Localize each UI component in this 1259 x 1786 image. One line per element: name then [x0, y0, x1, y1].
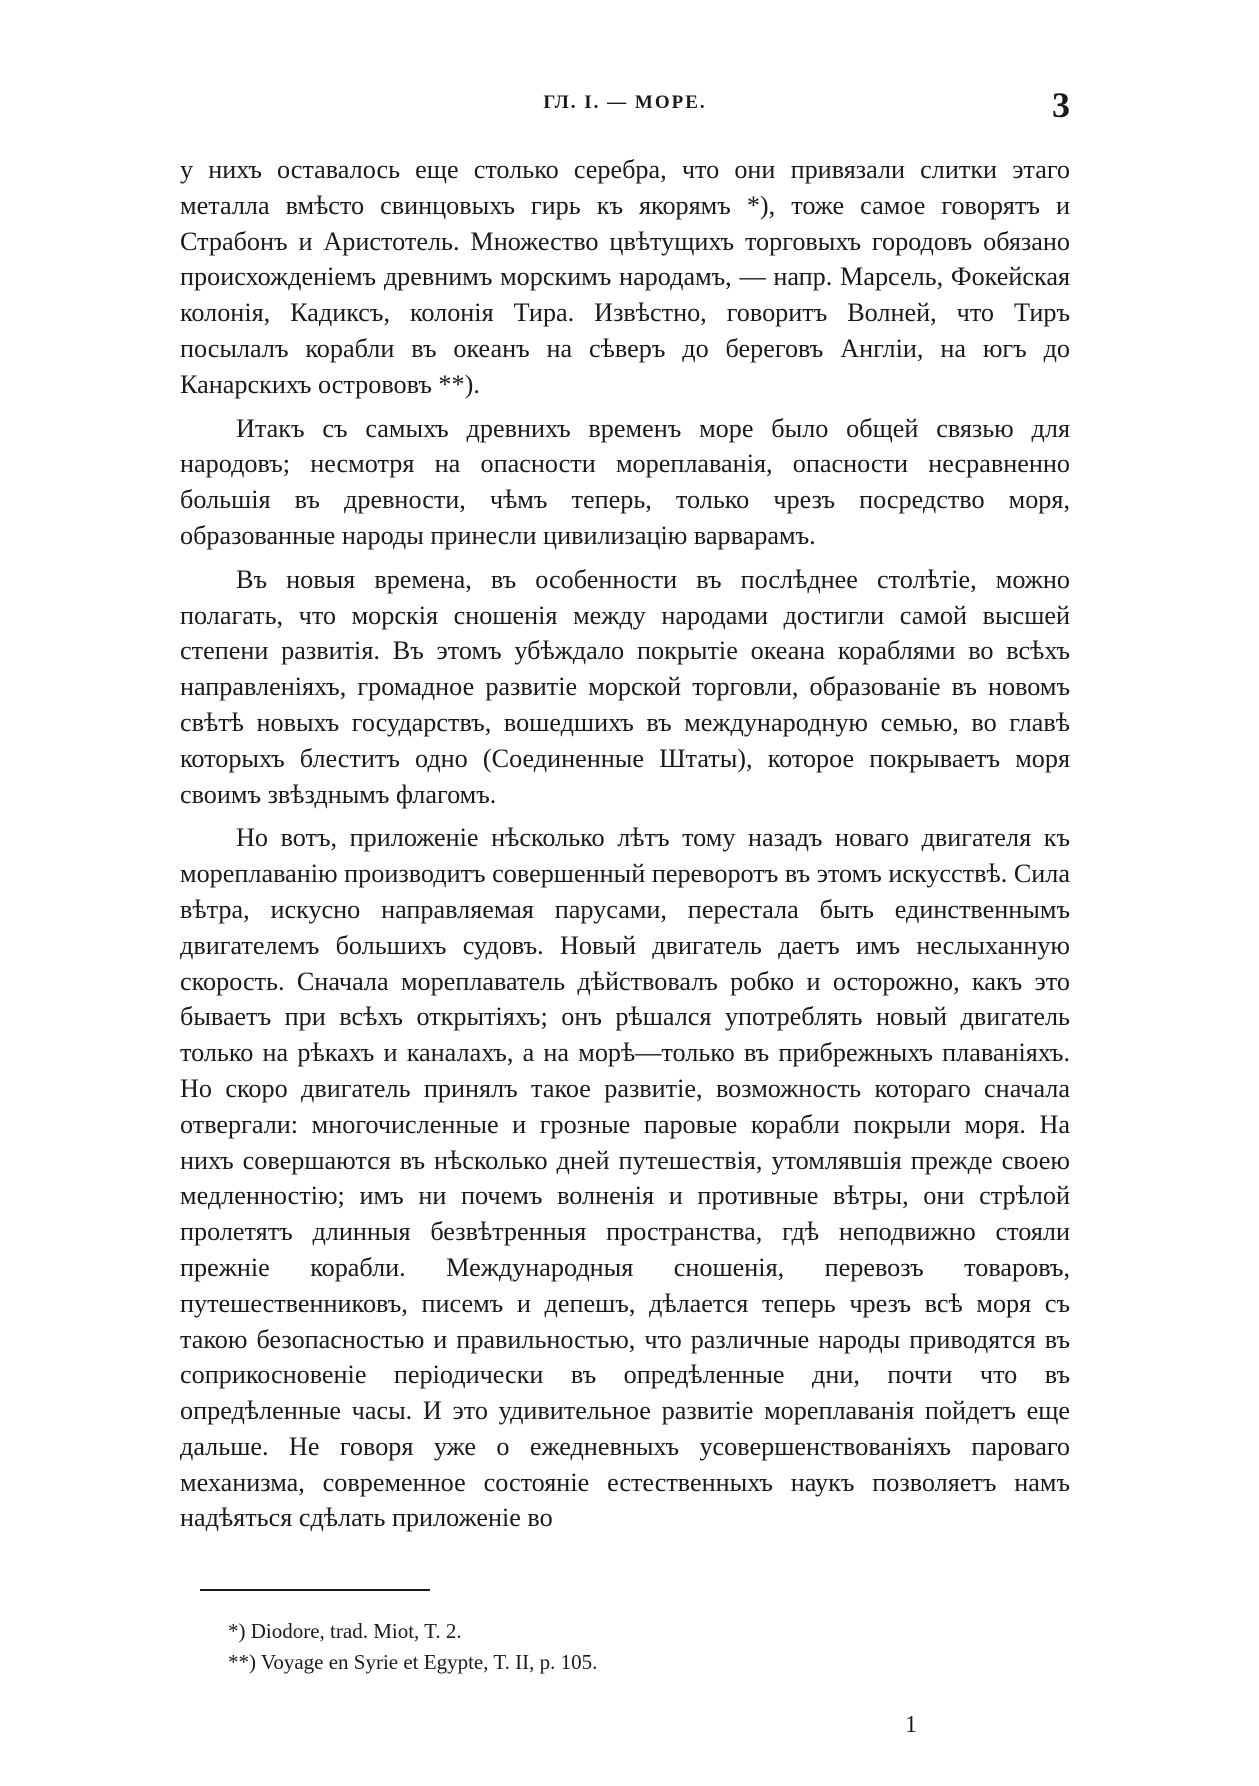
paragraph: у нихъ оставалось еще столько серебра, что они привязали слитки этаго металла вмѣсто свинцовыхъ гирь къ якорямъ *), тоже самое говорятъ и Страбонъ и Аристотель. Множество цвѣтущихъ торговыхъ городовъ обязано происхожденіемъ древнимъ морскимъ народамъ, — напр. Марсель, Фокейская колонія, Кадиксъ, колонія Тира. Извѣстно, говоритъ Волней, что Тиръ посылалъ корабли въ океанъ на сѣверъ до береговъ Англіи, на югъ до Канарскихъ острововъ **). — [180, 155, 1070, 399]
chapter-title: ГЛ. I. — МОРЕ. — [543, 92, 707, 113]
footnotes — [180, 1616, 880, 1678]
paragraph: Но вотъ, приложеніе нѣсколько лѣтъ тому назадъ новаго двигателя къ мореплаванію производитъ совершенный переворотъ въ этомъ искусствѣ. Сила вѣтра, искусно направляемая парусами, перестала быть единственнымъ двигателемъ большихъ судовъ. Новый двигатель даетъ имъ неслыханную скорость. Сначала мореплаватель дѣйствовалъ робко и осторожно, какъ это бываетъ при всѣхъ открытіяхъ; онъ рѣшался употреблять новый двигатель только на рѣкахъ и каналахъ, а на морѣ—только въ прибрежныхъ плаваніяхъ. Но скоро двигатель принялъ такое развитіе, возможность котораго сначала отвергали: многочисленные и грозные паровые корабли покрыли моря. На нихъ совершаются въ нѣсколько дней путешествія, утомлявшія прежде своею медленностію; имъ ни почемъ волненія и противные вѣтры, они стрѣлой пролетятъ длинныя безвѣтренныя пространства, гдѣ неподвижно стояли прежніе корабли. Международныя сношенія, перевозъ товаровъ, путешественниковъ, писемъ и депешъ, дѣлается теперь чрезъ всѣ моря съ такою безопасностью и правильностью, что различные народы приводятся въ соприкосновеніе періодически въ опредѣленные дни, почти что въ опредѣленные часы. И это удивительное развитіе мореплаванія пойдетъ еще дальше. Не говоря уже о ежедневныхъ усовершенствованіяхъ пароваго механизма, современное состояніе естественныхъ наукъ позволяетъ намъ надѣяться сдѣлать приложеніе во — [180, 823, 1070, 1533]
footnote-divider — [200, 1589, 430, 1591]
body-text — [180, 152, 1070, 1544]
running-head — [180, 85, 1070, 125]
page-number: 3 — [1052, 85, 1070, 125]
signature-mark: 1 — [905, 1712, 917, 1738]
paragraph: Въ новыя времена, въ особенности въ послѣднее столѣтіе, можно полагать, что морскія сношенія между народами достигли самой высшей степени развитія. Въ этомъ убѣждало покрытіе океана кораблями во всѣхъ направленіяхъ, громадное развитіе морской торговли, образованіе въ новомъ свѣтѣ новыхъ государствъ, вошедшихъ въ международную семью, во главѣ которыхъ блеститъ одно (Соединенные Штаты), которое покрываетъ моря своимъ звѣзднымъ флагомъ. — [180, 564, 1070, 809]
paragraph: Итакъ съ самыхъ древнихъ временъ море было общей связью для народовъ; несмотря на опасности мореплаванія, опасности несравненно большія въ древности, чѣмъ теперь, только чрезъ посредство моря, образованные народы принесли цивилизацію варварамъ. — [180, 413, 1070, 550]
footnote: *) Diodore, trad. Miot, T. 2. — [228, 1619, 462, 1643]
footnote: **) Voyage en Syrie et Egypte, T. II, p. 105. — [228, 1650, 598, 1674]
